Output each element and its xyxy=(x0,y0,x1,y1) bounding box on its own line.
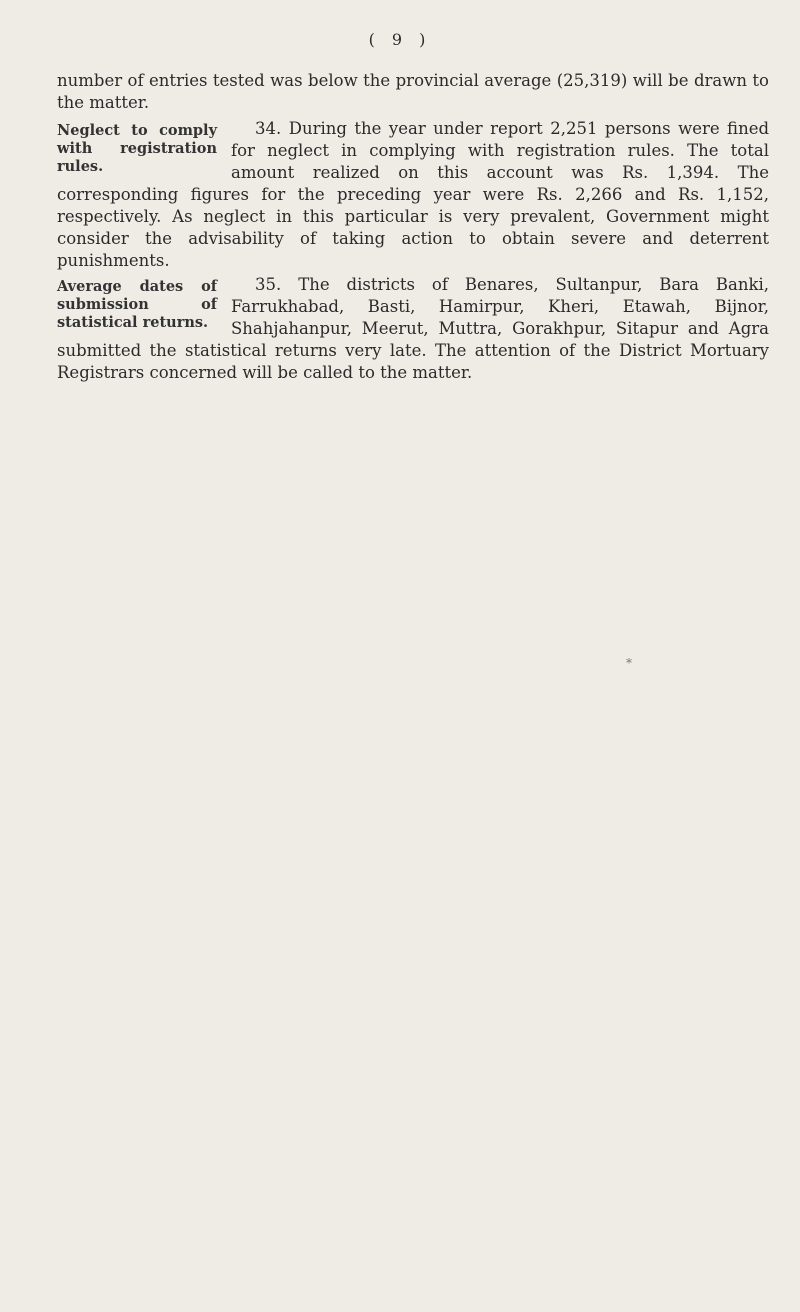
section-34-paragraph xyxy=(57,118,769,272)
section-34-body: year under report 2,251 persons were fined for neglect in complying with registration rules. The total amount realized on this account was Rs. 1,394. The corresponding figures for the preceding year were Rs. 2,266 and Rs. 1,152, respectively. As neglect in this particular is very prevalent, Government might consider the advisability of taking action to obtain severe and deterrent punishments. xyxy=(57,119,770,270)
intro-paragraph: number of entries tested was below the provincial average (25,319) will be drawn to the matter. xyxy=(57,71,769,112)
page-number: ( 9 ) xyxy=(368,30,432,49)
section-35-paragraph xyxy=(57,274,769,384)
section-35-marginal-note: Average dates of submission of statistical returns. xyxy=(57,278,217,331)
section-34-lead: During the xyxy=(288,119,382,138)
section-34-number: 34. xyxy=(255,119,282,138)
section-34-marginal-note: Neglect to comply with registration rules. xyxy=(57,122,217,175)
section-35-number: 35. xyxy=(255,275,282,294)
page-content xyxy=(57,70,769,384)
section-35-body: of Benares, Sultanpur, Bara Banki, Farrukhabad, Basti, Hamirpur, Kheri, Etawah, Bijnor, Shahjahanpur, Meerut, Muttra, Gorakhpur, Sitapur and Agra submitted the statistical returns very late. The attention of the District Mortuary Registrars concerned will be called to the matter. xyxy=(57,275,769,382)
stray-mark: * xyxy=(626,656,632,670)
section-35-lead: The districts xyxy=(298,275,415,294)
